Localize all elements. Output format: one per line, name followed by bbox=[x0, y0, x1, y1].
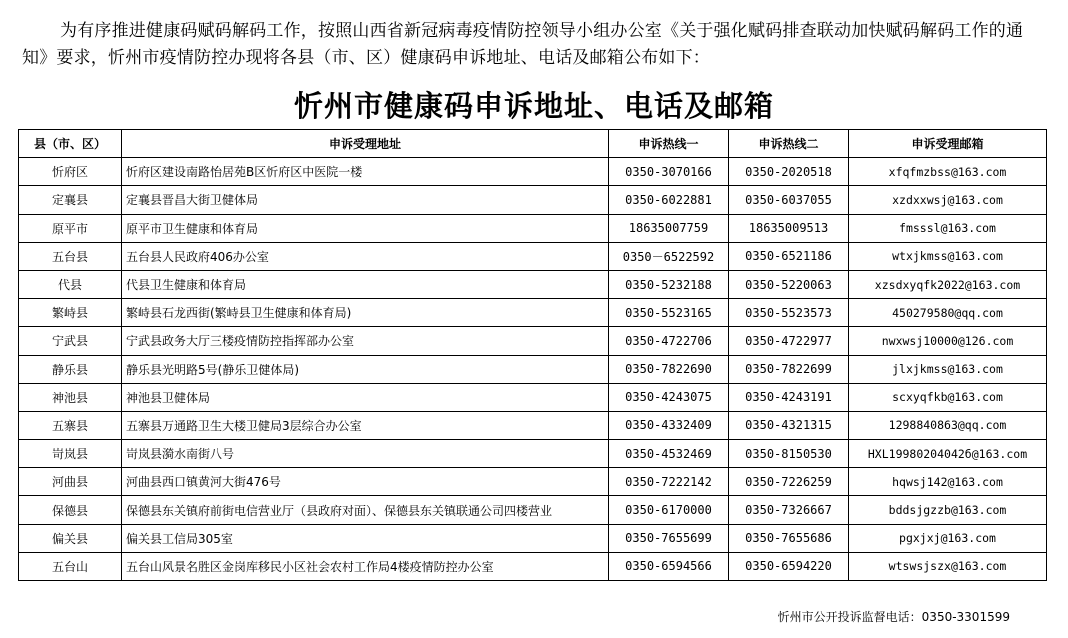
header-tel2: 申诉热线二 bbox=[729, 130, 849, 158]
county-cell: 五台县 bbox=[19, 242, 122, 270]
hotline2-cell: 0350-6594220 bbox=[729, 552, 849, 580]
hotline2-cell: 0350-6037055 bbox=[729, 186, 849, 214]
hotline1-cell: 0350-4532469 bbox=[609, 440, 729, 468]
hotline1-cell: 0350-6594566 bbox=[609, 552, 729, 580]
email-cell: 1298840863@qq.com bbox=[849, 411, 1047, 439]
county-cell: 原平市 bbox=[19, 214, 122, 242]
email-cell: 450279580@qq.com bbox=[849, 299, 1047, 327]
hotline2-cell: 0350-6521186 bbox=[729, 242, 849, 270]
address-cell: 河曲县西口镇黄河大街476号 bbox=[122, 468, 609, 496]
email-cell: HXL19980204042б@163.com bbox=[849, 440, 1047, 468]
table-row bbox=[19, 496, 1047, 524]
hotline2-cell: 0350-4321315 bbox=[729, 411, 849, 439]
county-cell: 繁峙县 bbox=[19, 299, 122, 327]
table-header-row bbox=[19, 130, 1047, 158]
hotline2-cell: 0350-7226259 bbox=[729, 468, 849, 496]
table-row bbox=[19, 158, 1047, 186]
email-cell: xfqfmzbss@163.com bbox=[849, 158, 1047, 186]
hotline1-cell: 0350-4243075 bbox=[609, 383, 729, 411]
table-row bbox=[19, 327, 1047, 355]
address-cell: 繁峙县石龙西街(繁峙县卫生健康和体育局) bbox=[122, 299, 609, 327]
hotline2-cell: 0350-4243191 bbox=[729, 383, 849, 411]
email-cell: fmsssl@163.com bbox=[849, 214, 1047, 242]
address-cell: 五台山风景名胜区金岗库移民小区社会农村工作局4楼疫情防控办公室 bbox=[122, 552, 609, 580]
address-cell: 保德县东关镇府前街电信营业厅（县政府对面）、保德县东关镇联通公司四楼营业 bbox=[122, 496, 609, 524]
complaint-contacts-table bbox=[18, 129, 1047, 581]
hotline1-cell: 0350-7655699 bbox=[609, 524, 729, 552]
table-row bbox=[19, 214, 1047, 242]
county-cell: 定襄县 bbox=[19, 186, 122, 214]
address-cell: 神池县卫健体局 bbox=[122, 383, 609, 411]
email-cell: wtxjkmss@163.com bbox=[849, 242, 1047, 270]
email-cell: hqwsj142@163.com bbox=[849, 468, 1047, 496]
address-cell: 静乐县光明路5号(静乐卫健体局) bbox=[122, 355, 609, 383]
address-cell: 岢岚县漪水南街八号 bbox=[122, 440, 609, 468]
hotline1-cell: 0350-4722706 bbox=[609, 327, 729, 355]
email-cell: wtswsjszx@163.com bbox=[849, 552, 1047, 580]
hotline2-cell: 0350-4722977 bbox=[729, 327, 849, 355]
email-cell: pgxjxj@163.com bbox=[849, 524, 1047, 552]
hotline1-cell: 0350-5523165 bbox=[609, 299, 729, 327]
page-title: 忻州市健康码申诉地址、电话及邮箱 bbox=[293, 89, 774, 123]
address-cell: 定襄县晋昌大街卫健体局 bbox=[122, 186, 609, 214]
header-county: 县（市、区） bbox=[19, 130, 122, 158]
table-row bbox=[19, 440, 1047, 468]
header-email: 申诉受理邮箱 bbox=[849, 130, 1047, 158]
hotline1-cell: 0350-7822690 bbox=[609, 355, 729, 383]
address-cell: 五寨县万通路卫生大楼卫健局3层综合办公室 bbox=[122, 411, 609, 439]
table-row bbox=[19, 468, 1047, 496]
email-cell: nwxwsj10000@126.com bbox=[849, 327, 1047, 355]
table-row bbox=[19, 552, 1047, 580]
table-row bbox=[19, 242, 1047, 270]
table-row bbox=[19, 411, 1047, 439]
header-address: 申诉受理地址 bbox=[122, 130, 609, 158]
hotline2-cell: 0350-5220063 bbox=[729, 270, 849, 298]
header-tel1: 申诉热线一 bbox=[609, 130, 729, 158]
hotline1-cell: 0350-6022881 bbox=[609, 186, 729, 214]
email-cell: bddsjgzzb@163.com bbox=[849, 496, 1047, 524]
hotline2-cell: 0350-5523573 bbox=[729, 299, 849, 327]
hotline2-cell: 0350-7326667 bbox=[729, 496, 849, 524]
county-cell: 保德县 bbox=[19, 496, 122, 524]
email-cell: xzsdxyqfk2022@163.com bbox=[849, 270, 1047, 298]
table-row bbox=[19, 524, 1047, 552]
hotline1-cell: 0350-7222142 bbox=[609, 468, 729, 496]
table-row bbox=[19, 186, 1047, 214]
footer-hotline: 忻州市公开投诉监督电话：0350-3301599 bbox=[777, 610, 1010, 624]
hotline1-cell: 0350-4332409 bbox=[609, 411, 729, 439]
table-row bbox=[19, 383, 1047, 411]
hotline1-cell: 18635007759 bbox=[609, 214, 729, 242]
email-cell: jlxjkmss@163.com bbox=[849, 355, 1047, 383]
hotline2-cell: 18635009513 bbox=[729, 214, 849, 242]
table-row bbox=[19, 355, 1047, 383]
table-body bbox=[19, 158, 1047, 581]
county-cell: 忻府区 bbox=[19, 158, 122, 186]
county-cell: 岢岚县 bbox=[19, 440, 122, 468]
hotline2-cell: 0350-7655686 bbox=[729, 524, 849, 552]
hotline1-cell: 0350-6170000 bbox=[609, 496, 729, 524]
county-cell: 五寨县 bbox=[19, 411, 122, 439]
address-cell: 忻府区建设南路怡居苑B区忻府区中医院一楼 bbox=[122, 158, 609, 186]
intro-paragraph: 为有序推进健康码赋码解码工作，按照山西省新冠病毒疫情防控领导小组办公室《关于强化赋码排查联动加快赋码解码工作的通知》要求，忻州市疫情防控办现将各县（市、区）健康码申诉地址、电话及邮箱公布如下： bbox=[22, 21, 1024, 68]
county-cell: 五台山 bbox=[19, 552, 122, 580]
county-cell: 神池县 bbox=[19, 383, 122, 411]
address-cell: 宁武县政务大厅三楼疫情防控指挥部办公室 bbox=[122, 327, 609, 355]
hotline2-cell: 0350-7822699 bbox=[729, 355, 849, 383]
table-row bbox=[19, 299, 1047, 327]
hotline2-cell: 0350-2020518 bbox=[729, 158, 849, 186]
email-cell: xzdxxwsj@163.com bbox=[849, 186, 1047, 214]
address-cell: 五台县人民政府406办公室 bbox=[122, 242, 609, 270]
county-cell: 宁武县 bbox=[19, 327, 122, 355]
hotline1-cell: 0350-3070166 bbox=[609, 158, 729, 186]
email-cell: scxyqfkb@163.com bbox=[849, 383, 1047, 411]
hotline1-cell: 0350-5232188 bbox=[609, 270, 729, 298]
county-cell: 河曲县 bbox=[19, 468, 122, 496]
hotline1-cell: 0350－6522592 bbox=[609, 242, 729, 270]
county-cell: 静乐县 bbox=[19, 355, 122, 383]
hotline2-cell: 0350-8150530 bbox=[729, 440, 849, 468]
table-row bbox=[19, 270, 1047, 298]
county-cell: 偏关县 bbox=[19, 524, 122, 552]
county-cell: 代县 bbox=[19, 270, 122, 298]
address-cell: 原平市卫生健康和体育局 bbox=[122, 214, 609, 242]
address-cell: 偏关县工信局305室 bbox=[122, 524, 609, 552]
address-cell: 代县卫生健康和体育局 bbox=[122, 270, 609, 298]
